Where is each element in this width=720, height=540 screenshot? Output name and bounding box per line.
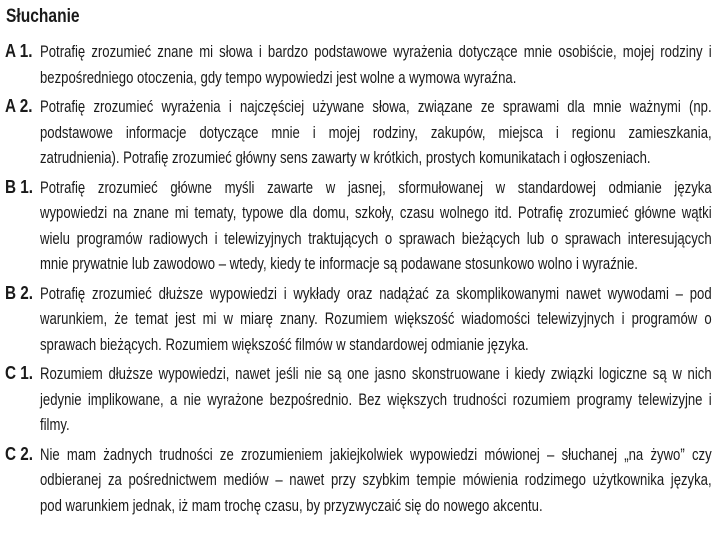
level-a2	[0, 94, 720, 171]
level-list	[0, 39, 720, 522]
text-line: warunkiem, że temat jest mi w miarę znany. Rozumiem większość wiadomości telewizyjnych i programów o	[40, 309, 712, 328]
text-line: odbieranej za pośrednictwem mediów – nawet przy szybkim tempie mówienia rodzimego użytkownika języka,	[40, 470, 712, 489]
text-line: podstawowe informacje dotyczące mnie i mojej rodziny, zakupów, miejsca i regionu zamieszkania,	[40, 122, 712, 142]
level-b1	[0, 175, 720, 277]
text-line: filmy.	[40, 415, 70, 434]
text-line: zatrudnienia). Potrafię zrozumieć główny sens zawarty w krótkich, prostych komunikatach i ogłoszeniach.	[40, 148, 651, 167]
section-title: Słuchanie	[6, 6, 80, 27]
text-line: wielu programów radiowych i telewizyjnych traktujących o sprawach bieżących lub o sprawach interesujących	[40, 228, 712, 248]
level-label: C 1.	[5, 363, 34, 383]
level-c1	[0, 361, 720, 438]
level-description	[40, 39, 712, 90]
text-line: Potrafię zrozumieć główne myśli zawarte w jasnej, sformułowanej w standardowej odmianie języka	[40, 177, 712, 197]
text-line: wypowiedzi na znane mi tematy, typowe dla domu, szkoły, czasu wolnego itd. Potrafię zrozumieć główne wątki	[40, 203, 712, 222]
level-label: A 1.	[5, 41, 33, 61]
level-label: C 2.	[5, 443, 34, 464]
text-line: Potrafię zrozumieć wyrażenia i najczęściej używane słowa, związane ze sprawami dla mnie ważnymi (np.	[40, 97, 712, 116]
level-label: B 1.	[5, 176, 34, 197]
level-a1	[0, 39, 720, 90]
text-line: sprawach bieżących. Rozumiem większość filmów w standardowej odmianie języka.	[40, 334, 529, 354]
level-description	[40, 175, 712, 277]
text-line: Rozumiem dłuższe wypowiedzi, nawet jeśli nie są one jasno skonstruowane i kiedy związki logiczne są w nich	[40, 364, 712, 383]
text-line: Potrafię zrozumieć znane mi słowa i bardzo podstawowe wyrażenia dotyczące mnie osobiście, mojej rodziny i	[40, 42, 712, 61]
text-line: bezpośredniego otoczenia, gdy tempo wypowiedzi jest wolne a wymowa wyraźna.	[40, 67, 517, 87]
text-line: Potrafię zrozumieć dłuższe wypowiedzi i wykłady oraz nadążać za skomplikowanymi nawet wywodami – pod	[40, 283, 712, 303]
text-line: mnie prywatnie lub zawodowo – wtedy, kiedy te informacje są podawane stosunkowo wolno i wyraźnie.	[40, 254, 638, 273]
level-label: B 2.	[5, 282, 34, 303]
level-b2	[0, 281, 720, 358]
text-line: pod warunkiem jednak, iż mam trochę czasu, by przyzwyczaić się do nowego akcentu.	[40, 495, 543, 515]
level-description	[40, 442, 712, 519]
level-description	[40, 361, 712, 438]
text-line: jedynie implikowane, a nie wyrażone bezpośrednio. Bez większych trudności rozumiem programy telewizyjne i	[40, 389, 712, 409]
level-label: A 2.	[5, 96, 33, 116]
level-description	[40, 281, 712, 358]
level-description	[40, 94, 712, 171]
text-line: Nie mam żadnych trudności ze zrozumieniem jakiejkolwiek wypowiedzi mówionej – słuchanej „na żywo” czy	[40, 444, 712, 464]
level-c2	[0, 442, 720, 519]
